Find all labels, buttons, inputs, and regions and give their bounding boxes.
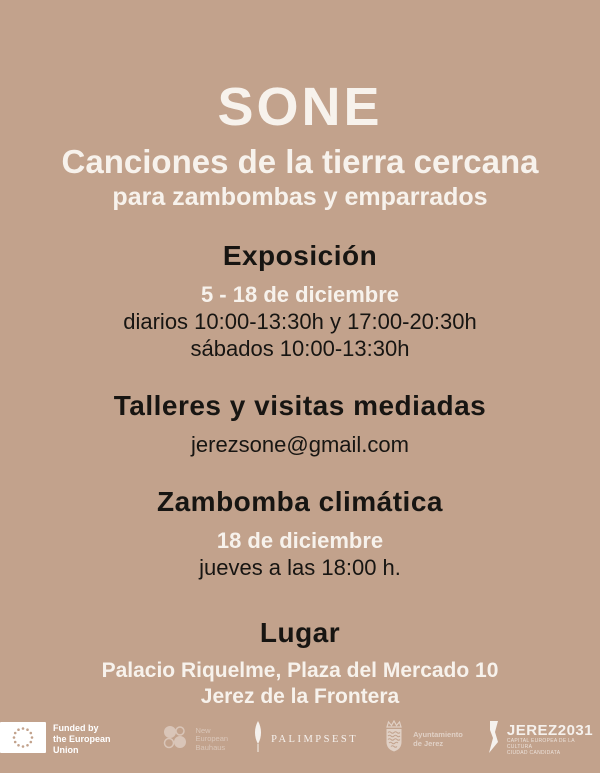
palimpsest-leaf-icon	[252, 720, 264, 759]
palimpsest-logo	[252, 720, 358, 759]
section-heading: Talleres y visitas mediadas	[113, 390, 487, 422]
new-european-bauhaus-icon	[161, 723, 189, 756]
exposicion-weekday-hours: diarios 10:00-13:30h y 17:00-20:30h	[123, 309, 477, 335]
jerez2031-icon	[487, 720, 500, 759]
contact-email: jerezsone@gmail.com	[191, 432, 409, 458]
section-heading: Zambomba climática	[157, 486, 443, 518]
section-lugar	[0, 617, 600, 710]
section-talleres	[0, 390, 600, 458]
poster-subtitle: Canciones de la tierra cercana	[61, 143, 539, 180]
venue-city: Jerez de la Frontera	[200, 685, 400, 709]
new-european-bauhaus-logo	[161, 723, 229, 756]
venue-address: Palacio Riquelme, Plaza del Mercado 10	[101, 659, 499, 683]
eu-funding-label: Funded by the European Union	[53, 723, 111, 755]
section-zambomba	[0, 486, 600, 581]
section-exposicion	[0, 240, 600, 362]
exposicion-dates: 5 - 18 de diciembre	[200, 282, 400, 308]
section-heading: Exposición	[222, 240, 378, 272]
ayuntamiento-jerez-logo	[382, 720, 463, 759]
ayuntamiento-jerez-label: Ayuntamiento de Jerez	[413, 730, 463, 748]
palimpsest-label: PALIMPSEST	[271, 734, 359, 745]
jerez2031-label: JEREZ2031 CAPITAL EUROPEA DE LA CULTURA CIUDAD CANDIDATA	[506, 722, 594, 756]
poster-title: SONE	[217, 77, 383, 137]
section-heading: Lugar	[259, 617, 341, 649]
eu-flag-icon	[0, 722, 46, 758]
ayuntamiento-jerez-crest-icon	[382, 720, 406, 759]
partner-logos-bar	[0, 720, 600, 759]
new-european-bauhaus-label: New European Bauhaus	[195, 725, 229, 752]
zambomba-date: 18 de diciembre	[216, 528, 384, 554]
poster-subtitle-secondary: para zambombas y emparrados	[112, 183, 488, 212]
jerez2031-logo	[487, 720, 600, 759]
zambomba-time: jueves a las 18:00 h.	[199, 555, 401, 581]
eu-funding-logo	[0, 722, 137, 758]
exposicion-saturday-hours: sábados 10:00-13:30h	[190, 336, 410, 362]
